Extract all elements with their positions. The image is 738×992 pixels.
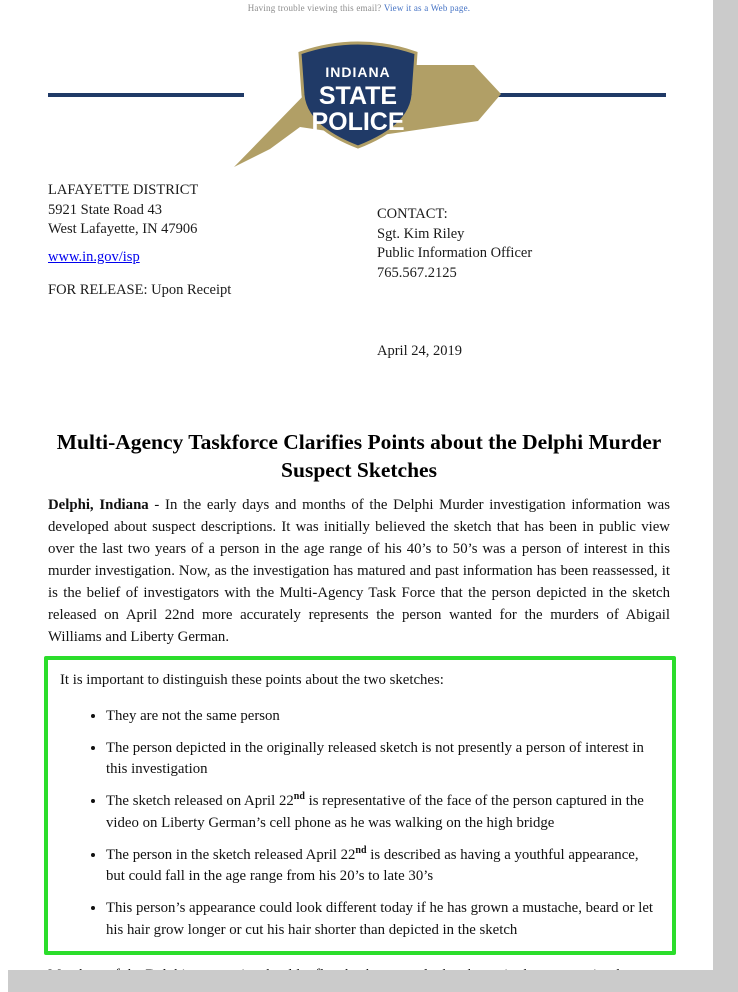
contact-phone: 765.567.2125 (377, 264, 457, 281)
bottom-gutter (8, 970, 738, 992)
webview-banner (48, 0, 670, 13)
key-points-box (44, 656, 676, 956)
logo-text-indiana: INDIANA (325, 64, 391, 80)
list-item-text: This person’s appearance could look different today if he has grown a mustache, beard or let his hair grow longer or cut his hair shorter than depicted in the sketch (106, 900, 654, 938)
ordinal-suffix: nd (293, 791, 305, 803)
list-item-text: The sketch released on April 22 (106, 793, 294, 809)
contact-name: Sgt. Kim Riley (377, 225, 465, 242)
points-list (60, 706, 660, 942)
list-item (106, 898, 660, 941)
isp-website-link[interactable]: www.in.gov/isp (48, 248, 140, 265)
list-item (106, 845, 660, 888)
logo-text-police: POLICE (311, 108, 405, 136)
key-points-intro: It is important to distinguish these points about the two sketches: (60, 671, 444, 688)
list-item-text: They are not the same person (106, 707, 280, 724)
list-item-text: is described as having a youthful appearance, but could fall in the age range from his 20’s to late 30’s (106, 846, 639, 884)
list-item-text: The person depicted in the originally released sketch is not presently a person of interest in this investigation (106, 739, 644, 777)
list-item (106, 791, 660, 834)
list-item-text: The person in the sketch released April 22 (106, 846, 356, 863)
intro-paragraph (48, 494, 670, 648)
logo-text-state: STATE (318, 82, 398, 110)
contact-label: CONTACT: (377, 206, 448, 222)
view-as-webpage-link[interactable]: View it as a Web page. (383, 3, 471, 13)
district-name: LAFAYETTE DISTRICT (48, 182, 199, 198)
intro-dateline: Delphi, Indiana (48, 496, 149, 513)
page-title: Multi-Agency Taskforce Clarifies Points about the Delphi Murder Suspect Sketches (56, 429, 662, 482)
contact-title: Public Information Officer (377, 245, 533, 261)
intro-body-text: - In the early days and months of the Delphi Murder investigation information was developed about suspect descriptions. It was initially believed the sketch that has been in public view over the last two years of a person in the age range of his 40’s to 50’s was a person of interest in this murder investigation. Now, as the investigation has matured and past information has been reassessed, it is the belief of investigators with the Multi-Agency Task Force that the person depicted in the sketch released on April 22nd more accurately represents the person wanted for the murders of Abigail Williams and Liberty German. (48, 496, 670, 645)
webview-banner-text: Having trouble viewing this email? (247, 3, 382, 13)
release-line: FOR RELEASE: Upon Receipt (48, 282, 232, 298)
district-address-line1: 5921 State Road 43 (48, 201, 162, 218)
letterhead-info (48, 179, 670, 362)
list-item (106, 706, 660, 728)
release-date: April 24, 2019 (377, 343, 462, 359)
isp-logo (48, 25, 668, 175)
ordinal-suffix: nd (355, 844, 367, 856)
district-address-line2: West Lafayette, IN 47906 (48, 221, 198, 237)
list-item-text: is representative of the face of the person captured in the video on Liberty German’s cell phone as he was walking on the high bridge (106, 793, 644, 831)
right-gutter (713, 0, 738, 992)
district-block (48, 179, 377, 362)
list-item (106, 738, 660, 781)
logo-row (48, 25, 670, 175)
contact-block (377, 179, 532, 362)
